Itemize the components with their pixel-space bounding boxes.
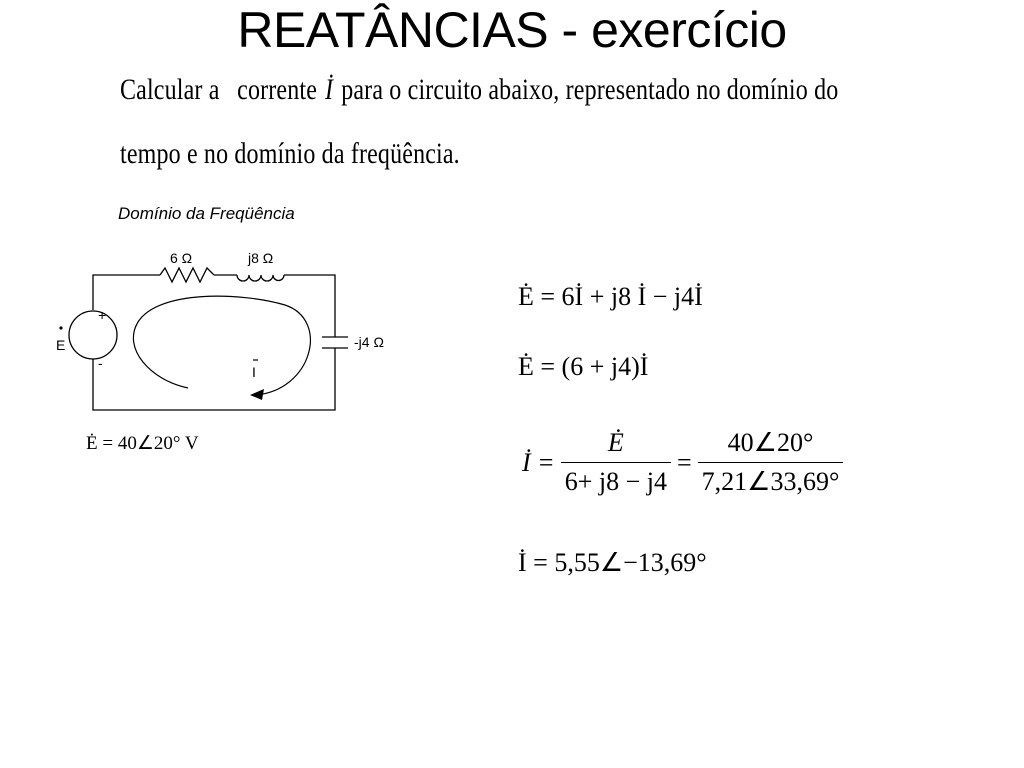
resistor-label: 6 Ω [170, 250, 193, 266]
fraction-1 [561, 428, 671, 497]
current-arrowhead [250, 389, 264, 400]
equation-3 [516, 428, 843, 497]
circuit-title: Domínio da Freqüência [118, 204, 295, 223]
capacitor-label: -j4 Ω [354, 334, 384, 350]
circuit-diagram [40, 240, 420, 430]
fraction-2-denominator: 7,21∠33,69° [701, 467, 840, 496]
equation-1: Ė = 6İ + j8 İ − j4İ [518, 282, 703, 311]
source-label: E [56, 337, 66, 353]
wire-top-left [93, 275, 160, 310]
inductor-label: j8 Ω [248, 250, 274, 266]
inductor-symbol [237, 275, 284, 281]
equation-2: Ė = (6 + j4)İ [518, 352, 649, 381]
current-loop-arrow [133, 296, 310, 395]
problem-text-c: para o circuito abaixo, representado no domínio do [341, 73, 839, 106]
fraction-1-denominator: 6+ j8 − j4 [564, 467, 667, 496]
equation-4: İ = 5,55∠−13,69° [518, 548, 707, 577]
slide-title: REATÂNCIAS - exercício [237, 2, 787, 58]
wire-top-right [284, 275, 335, 337]
source-minus: - [98, 355, 103, 371]
equation-3-equals: = [676, 447, 692, 477]
problem-line-1 [120, 73, 839, 107]
fraction-2 [698, 428, 844, 497]
fraction-1-numerator: Ė [561, 428, 671, 463]
wire-bottom [93, 348, 335, 410]
source-value: Ė = 40∠20° V [86, 433, 199, 454]
current-variable: İ [325, 73, 334, 106]
current-label: I [252, 364, 256, 380]
voltage-source-symbol [69, 311, 117, 359]
source-label-dot [59, 326, 62, 329]
fraction-2-numerator: 40∠20° [698, 428, 844, 463]
source-plus: + [98, 307, 107, 323]
equation-3-lhs: İ = [522, 447, 555, 477]
problem-line-2: tempo e no domínio da freqüência. [120, 137, 460, 170]
problem-text-b: corrente [237, 73, 318, 106]
resistor-symbol [160, 268, 214, 282]
problem-text-a: Calcular a [120, 73, 220, 106]
